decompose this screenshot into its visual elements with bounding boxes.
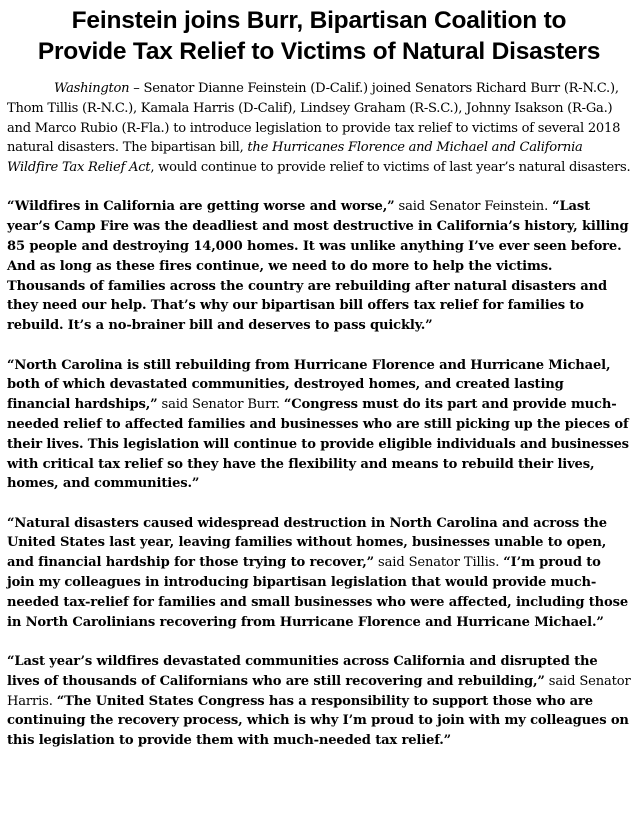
- headline-line-2: Provide Tax Relief to Victims of Natural Disasters: [37, 38, 601, 65]
- intro-paragraph: [7, 79, 631, 178]
- quote-attribution: said Senator Burr.: [157, 397, 284, 413]
- quote-opening: “Wildfires in California are getting worse and worse,”: [7, 199, 395, 215]
- headline-line-1: Feinstein joins Burr, Bipartisan Coalition to: [71, 7, 567, 34]
- quote-opening: “Last year’s wildfires devastated communities across California and disrupted the lives of thousands of Californians who are still recovering and rebuilding,”: [7, 653, 598, 689]
- quote-paragraph-harris: [7, 652, 631, 751]
- headline: [7, 5, 631, 67]
- quote-attribution: said Senator Tillis.: [374, 555, 504, 571]
- bill-name: the Hurricanes Florence and Michael and California Wildfire Tax Relief Act: [7, 140, 583, 176]
- quote-body: “Congress must do its part and provide much-needed relief to affected families and businesses who are still picking up the pieces of their lives. This legislation will continue to provide eligible individuals and businesses with critical tax relief so they have the flexibility and means to rebuild their lives, homes, and communities.”: [7, 397, 629, 492]
- quote-body: “I’m proud to join my colleagues in introducing bipartisan legislation that would provide much-needed tax-relief for families and small businesses who were affected, including those in North Carolinians recovering from Hurricane Florence and Hurricane Michael.”: [7, 555, 629, 630]
- press-release: [7, 5, 631, 770]
- quote-opening: “Natural disasters caused widespread destruction in North Carolina and across the United States last year, leaving families without homes, businesses unable to open, and financial hardship for those trying to recover,”: [7, 515, 607, 571]
- intro-text-2: , would continue to provide relief to victims of last year’s natural disasters.: [150, 160, 631, 176]
- quote-paragraph-feinstein: [7, 197, 631, 336]
- quote-attribution: said Senator Harris.: [7, 673, 631, 709]
- quote-paragraph-tillis: [7, 514, 631, 633]
- quote-paragraph-burr: [7, 356, 631, 495]
- quote-body: “The United States Congress has a responsibility to support those who are continuing the recovery process, which is why I’m proud to join with my colleagues on this legislation to provide them with much-needed tax relief.”: [7, 693, 629, 749]
- dateline: Washington: [54, 81, 130, 96]
- intro-text-1: – Senator Dianne Feinstein (D-Calif.) joined Senators Richard Burr (R-N.C.), Thom Tillis (R-N.C.), Kamala Harris (D-Calif), Lindsey Graham (R-S.C.), Johnny Isakson (R-Ga.) and Marco Rubio (R-Fla.) to introduce legislation to provide tax relief to victims of several 2018 natural disasters. The bipartisan bill,: [7, 81, 621, 156]
- quote-opening: “North Carolina is still rebuilding from Hurricane Florence and Hurricane Michael, both of which devastated communities, destroyed homes, and created lasting financial hardships,”: [7, 357, 611, 413]
- quote-attribution: said Senator Feinstein.: [394, 199, 553, 215]
- quote-body: “Last year’s Camp Fire was the deadliest and most destructive in California’s history, killing 85 people and destroying 14,000 homes. It was unlike anything I’ve ever seen before. And as long as these fires continue, we need to do more to help the victims. Thousands of families across the country are rebuilding after natural disasters and they need our help. That’s why our bipartisan bill offers tax relief for families to rebuild. It’s a no-brainer bill and deserves to pass quickly.”: [7, 199, 629, 334]
